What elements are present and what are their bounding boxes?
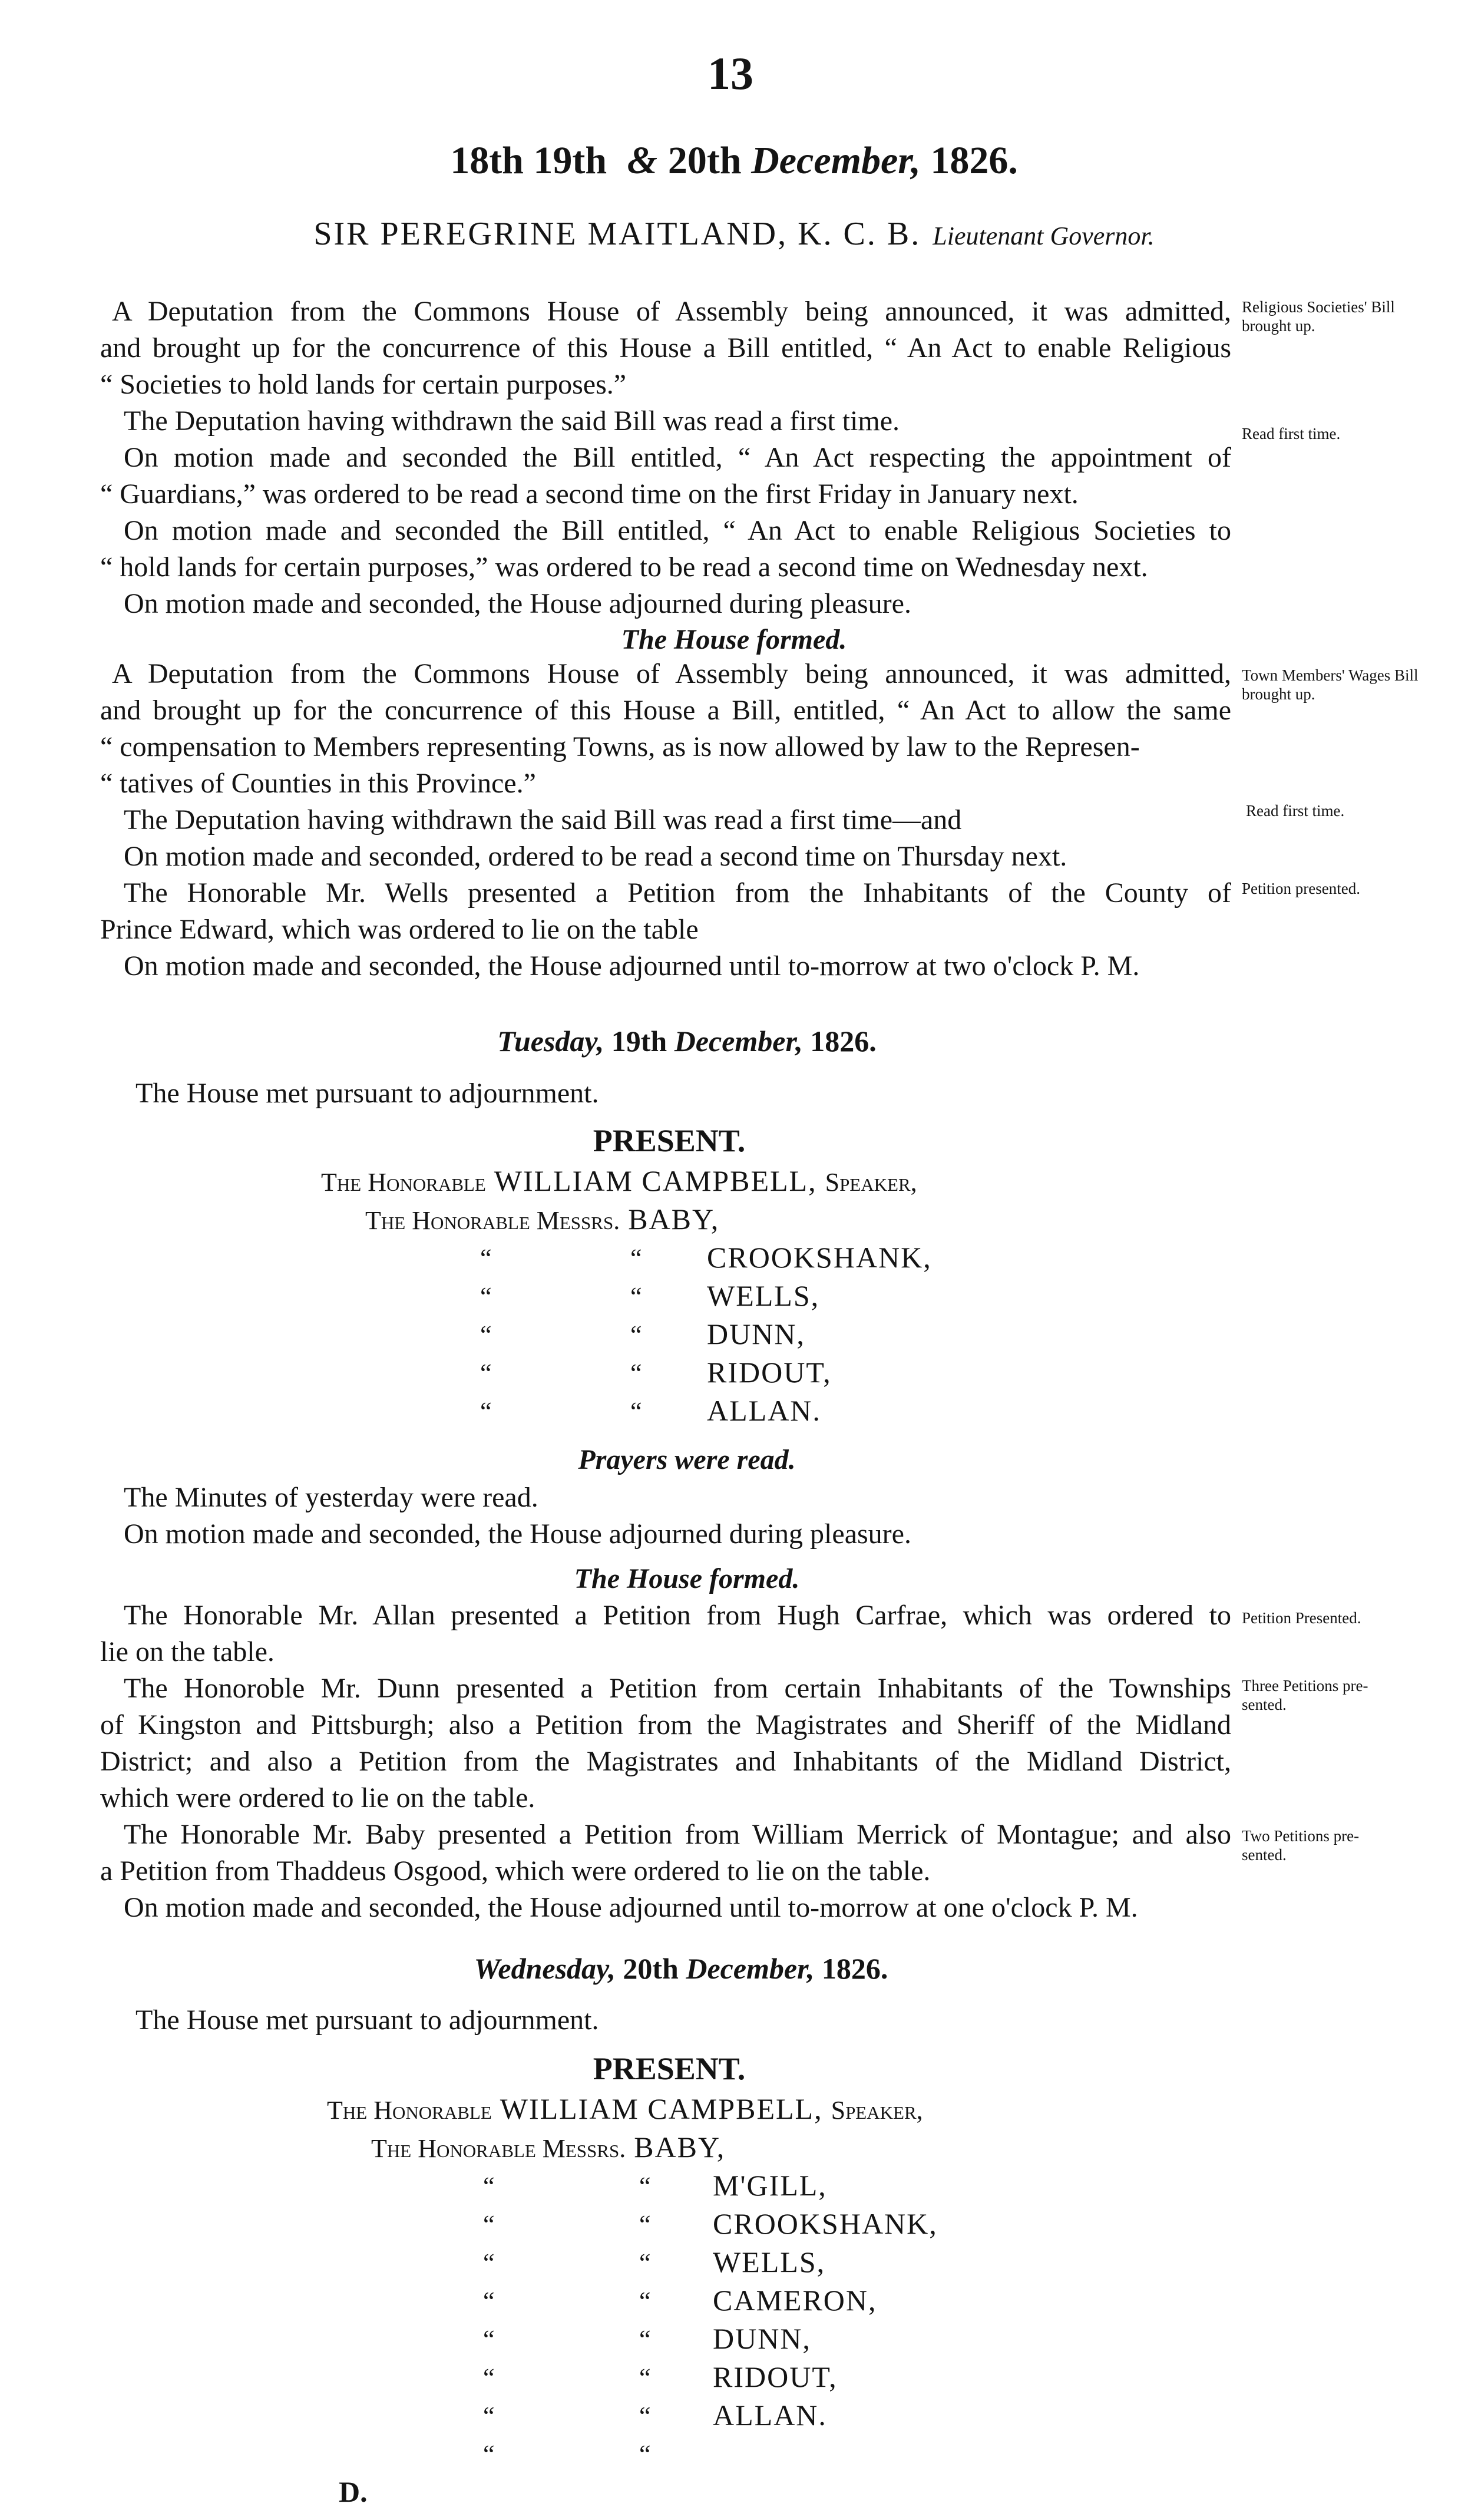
ditto-mark: “: [630, 1359, 642, 1388]
margin-note: Read first time.: [1242, 425, 1341, 442]
margin-note: Town Members' Wages Bill brought up.: [1242, 666, 1419, 704]
house-formed-heading: The House formed.: [574, 1563, 800, 1594]
ditto-mark: “: [639, 2363, 651, 2392]
date-heading-day: 20th: [667, 139, 752, 182]
ditto-mark: “: [630, 1282, 642, 1311]
member-name: ALLAN.: [707, 1394, 821, 1427]
ditto-mark: “: [483, 2402, 495, 2430]
member-name: ALLAN.: [713, 2399, 827, 2432]
ditto-mark: “: [639, 2440, 651, 2469]
text-line: On motion made and seconded the Bill entitled, “ An Act to enable Religious Societies to: [124, 515, 1231, 546]
text-line: On motion made and seconded the Bill entitled, “ An Act respecting the appointment of: [124, 442, 1231, 473]
speaker-line: [321, 1164, 917, 1198]
ditto-mark: “: [639, 2172, 651, 2201]
governor-title: Lieutenant Governor.: [933, 222, 1155, 250]
date-heading-ampersand: &: [627, 139, 657, 182]
speaker-name: WILLIAM CAMPBELL,: [500, 2092, 823, 2125]
text-line: On motion made and seconded, the House adjourned until to-morrow at one o'clock P. M.: [124, 1892, 1138, 1923]
governor-name: SIR PEREGRINE MAITLAND, K. C. B.: [313, 216, 921, 252]
ditto-mark: “: [483, 2287, 495, 2316]
member-name: WELLS,: [707, 1279, 820, 1312]
text-line: which were ordered to lie on the table.: [100, 1782, 535, 1814]
margin-note: Three Petitions pre- sented.: [1242, 1677, 1368, 1714]
date-heading: [0, 138, 1468, 183]
day-heading: [0, 1951, 1415, 1986]
ditto-mark: “: [639, 2248, 651, 2277]
day-heading: [0, 1024, 1421, 1058]
prayers-heading: Prayers were read.: [578, 1444, 796, 1475]
text-line: District; and also a Petition from the Magistrates and Inhabitants of the Midland District,: [100, 1746, 1231, 1777]
member-name: CAMERON,: [713, 2284, 877, 2317]
text-line: “ tatives of Counties in this Province.”: [100, 768, 536, 799]
ditto-mark: “: [483, 2248, 495, 2277]
day-heading-weekday: Tuesday,: [497, 1025, 604, 1058]
member-name: BABY,: [628, 1203, 720, 1236]
text-line: The Deputation having withdrawn the said Bill was read a first time—and: [124, 804, 962, 835]
ditto-mark: “: [480, 1359, 492, 1388]
member-name: DUNN,: [713, 2322, 811, 2355]
date-heading-year: 1826.: [920, 139, 1018, 182]
speaker-prefix: The Honorable: [321, 1168, 486, 1197]
present-heading: PRESENT.: [593, 2051, 746, 2086]
ditto-mark: “: [483, 2363, 495, 2392]
ditto-mark: “: [630, 1397, 642, 1426]
day-heading-year: 1826.: [814, 1952, 888, 1985]
text-line: and brought up for the concurrence of this House a Bill entitled, “ An Act to enable Religious: [100, 332, 1231, 364]
text-line: The House met pursuant to adjournment.: [135, 2004, 599, 2036]
text-line: The Honorable Mr. Allan presented a Petition from Hugh Carfrae, which was ordered to: [124, 1600, 1231, 1631]
speaker-line: [327, 2092, 923, 2126]
day-heading-weekday: Wednesday,: [474, 1952, 616, 1985]
text-line: The Honorable Mr. Wells presented a Petition from the Inhabitants of the County of: [124, 877, 1231, 909]
text-line: The Minutes of yesterday were read.: [124, 1482, 538, 1513]
text-line: The Honorable Mr. Baby presented a Petition from William Merrick of Montague; and also: [124, 1819, 1231, 1850]
margin-note: Petition presented.: [1242, 880, 1360, 897]
text-line: On motion made and seconded, ordered to be read a second time on Thursday next.: [124, 841, 1067, 872]
text-line: a Petition from Thaddeus Osgood, which were ordered to lie on the table.: [100, 1855, 931, 1887]
day-heading-date: 19th: [604, 1025, 675, 1058]
text-line: A Deputation from the Commons House of Assembly being announced, it was admitted,: [112, 658, 1231, 689]
governor-line: [0, 215, 1468, 253]
ditto-mark: “: [639, 2325, 651, 2354]
speaker-title: Speaker,: [825, 1168, 917, 1197]
present-heading: PRESENT.: [593, 1123, 746, 1158]
house-formed-heading: The House formed.: [621, 624, 847, 655]
text-line: “ Societies to hold lands for certain purposes.”: [100, 369, 627, 400]
ditto-mark: “: [639, 2287, 651, 2316]
member-name: CROOKSHANK,: [707, 1241, 932, 1274]
speaker-name: WILLIAM CAMPBELL,: [494, 1164, 817, 1197]
ditto-mark: “: [630, 1244, 642, 1273]
ditto-mark: “: [639, 2210, 651, 2239]
day-heading-month: December,: [674, 1025, 803, 1058]
page-number: 13: [707, 48, 753, 99]
member-name: DUNN,: [707, 1317, 805, 1350]
ditto-mark: “: [480, 1282, 492, 1311]
messrs-prefix: The Honorable Messrs.: [365, 1206, 620, 1235]
date-heading-dates: 18th 19th: [450, 139, 607, 182]
member-name: RIDOUT,: [713, 2360, 838, 2393]
text-line: On motion made and seconded, the House adjourned during pleasure.: [124, 588, 911, 619]
member-name: M'GILL,: [713, 2169, 827, 2202]
day-heading-month: December,: [686, 1952, 815, 1985]
margin-note: Two Petitions pre- sented.: [1242, 1827, 1360, 1864]
ditto-mark: “: [483, 2172, 495, 2201]
text-line: On motion made and seconded, the House adjourned during pleasure.: [124, 1518, 911, 1550]
ditto-mark: “: [480, 1397, 492, 1426]
signature-letter: D.: [339, 2475, 368, 2508]
text-line: A Deputation from the Commons House of Assembly being announced, it was admitted,: [112, 296, 1231, 327]
text-line: The Deputation having withdrawn the said Bill was read a first time.: [124, 405, 900, 437]
ditto-mark: “: [639, 2402, 651, 2430]
text-line: “ Guardians,” was ordered to be read a second time on the first Friday in January next.: [100, 478, 1079, 510]
ditto-mark: “: [630, 1320, 642, 1349]
margin-note: Petition Presented.: [1242, 1609, 1361, 1627]
margin-note: Religious Societies' Bill brought up.: [1242, 298, 1395, 335]
ditto-mark: “: [483, 2210, 495, 2239]
ditto-mark: “: [480, 1244, 492, 1273]
text-line: “ compensation to Members representing Towns, as is now allowed by law to the Represen-: [100, 731, 1140, 762]
ditto-mark: “: [483, 2325, 495, 2354]
text-line: lie on the table.: [100, 1636, 275, 1667]
speaker-title: Speaker,: [831, 2096, 923, 2125]
member-name: BABY,: [634, 2131, 726, 2164]
ditto-mark: “: [480, 1320, 492, 1349]
text-line: “ hold lands for certain purposes,” was ordered to be read a second time on Wednesday next.: [100, 551, 1148, 583]
text-line: and brought up for the concurrence of this House a Bill, entitled, “ An Act to allow the same: [100, 695, 1231, 726]
text-line: The House met pursuant to adjournment.: [135, 1078, 599, 1109]
text-line: Prince Edward, which was ordered to lie on the table: [100, 914, 699, 945]
member-name: RIDOUT,: [707, 1356, 832, 1389]
messrs-line: [371, 2130, 725, 2164]
text-line: The Honoroble Mr. Dunn presented a Petition from certain Inhabitants of the Townships: [124, 1673, 1231, 1704]
speaker-prefix: The Honorable: [327, 2096, 492, 2125]
date-heading-month: December,: [751, 139, 921, 182]
margin-note: Read first time.: [1246, 802, 1345, 820]
ditto-mark: “: [483, 2440, 495, 2469]
member-name: CROOKSHANK,: [713, 2207, 938, 2240]
text-line: On motion made and seconded, the House adjourned until to-morrow at two o'clock P. M.: [124, 950, 1140, 982]
member-name: WELLS,: [713, 2245, 826, 2278]
day-heading-year: 1826.: [802, 1025, 877, 1058]
day-heading-date: 20th: [615, 1952, 686, 1985]
messrs-prefix: The Honorable Messrs.: [371, 2134, 626, 2163]
text-line: of Kingston and Pittsburgh; also a Petition from the Magistrates and Sheriff of the Midland: [100, 1709, 1231, 1740]
messrs-line: [365, 1202, 719, 1236]
